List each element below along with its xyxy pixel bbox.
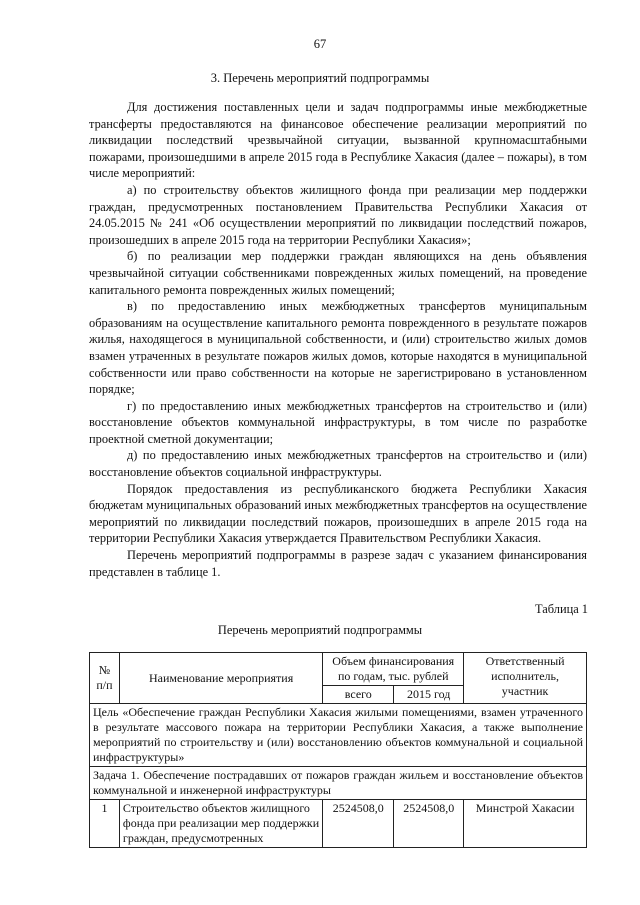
table-row [90,800,587,848]
table-title: Перечень мероприятий подпрограммы [217,623,423,637]
row-responsible: Минстрой Хакасии [464,800,587,848]
measures-table [89,652,587,848]
header-num: № п/п [90,653,120,704]
table-header-row [90,653,587,686]
header-funding: Объем финансирования по годам, тыс. рублей [323,653,464,686]
goal-text: Цель «Обеспечение граждан Республики Хакасия жилыми помещениями, взамен утраченного в результате массового пожара на территории Республики Хакасия, а также выполнение мероприятий по строительству и (или) восстановлению объектов коммунальной и социальной инфраструктуры» [90,704,587,767]
paragraph-g: г) по предоставлению иных межбюджетных трансфертов на строительство и (или) восстановление объектов коммунальной инфраструктуры, в том числе по разработке проектной сметной документации; [89,398,587,446]
row-name: Строительство объектов жилищного фонда при реализации мер поддержки граждан, предусмотренных [119,800,322,848]
table-caption: Таблица 1 [535,602,588,616]
row-year2015: 2524508,0 [394,800,464,848]
goal-row [90,704,587,767]
task-row [90,767,587,800]
paragraph-a: а) по строительству объектов жилищного фонда при реализации мер поддержки граждан, предусмотренных постановлением Правительства Республики Хакасия от 24.05.2015 № 241 «Об осуществлении мероприятий по ликвидации последствий пожаров, произошедших в апреле 2015 года на территории Республики Хакасия»; [89,182,587,247]
row-num: 1 [90,800,120,848]
row-total: 2524508,0 [323,800,394,848]
header-year: 2015 год [394,686,464,704]
header-name: Наименование мероприятия [119,653,322,704]
header-total: всего [323,686,394,704]
paragraph-intro: Для достижения поставленных цели и задач подпрограммы иные межбюджетные трансферты предоставляются на финансовое обеспечение реализации мероприятий по ликвидации последствий чрезвычайной ситуации, вызванной крупномасштабными пожарами, произошедшими в апреле 2015 года в Республике Хакасия (далее – пожары), в том числе мероприятий: [89,100,587,181]
paragraph-procedure: Порядок предоставления из республиканского бюджета Республики Хакасия бюджетам муниципальных образований иных межбюджетных трансфертов на осуществление мероприятий по ликвидации последствий пожаров, произошедших в апреле 2015 года на территории Республики Хакасия утверждается Правительством Республики Хакасия. [89,481,587,546]
page-number: 67 [313,37,327,51]
section-title: 3. Перечень мероприятий подпрограммы [210,71,430,85]
body-text [89,99,587,580]
paragraph-d: д) по предоставлению иных межбюджетных трансфертов на строительство и (или) восстановление объектов социальной инфраструктуры. [89,448,587,480]
task-text: Задача 1. Обеспечение пострадавших от пожаров граждан жильем и восстановление объектов коммунальной и инженерной инфраструктуры [90,767,587,800]
header-responsible: Ответственный исполнитель, участник [464,653,587,704]
paragraph-v: в) по предоставлению иных межбюджетных трансфертов муниципальным образованиям на осуществление капитального ремонта поврежденного в результате пожаров жилья, находящегося в муниципальной собственности, и (или) строительство жилых домов взамен утраченных в результате пожаров жилых домов, которые находятся в муниципальной собственности или право собственности на которые не зарегистрировано в установленном порядке; [89,299,587,397]
paragraph-b: б) по реализации мер поддержки граждан являющихся на день объявления чрезвычайной ситуации собственниками поврежденных жилых помещений, на проведение капитального ремонта поврежденных жилых помещений; [89,249,587,297]
paragraph-list-reference: Перечень мероприятий подпрограммы в разрезе задач с указанием финансирования представлен в таблице 1. [89,548,587,579]
